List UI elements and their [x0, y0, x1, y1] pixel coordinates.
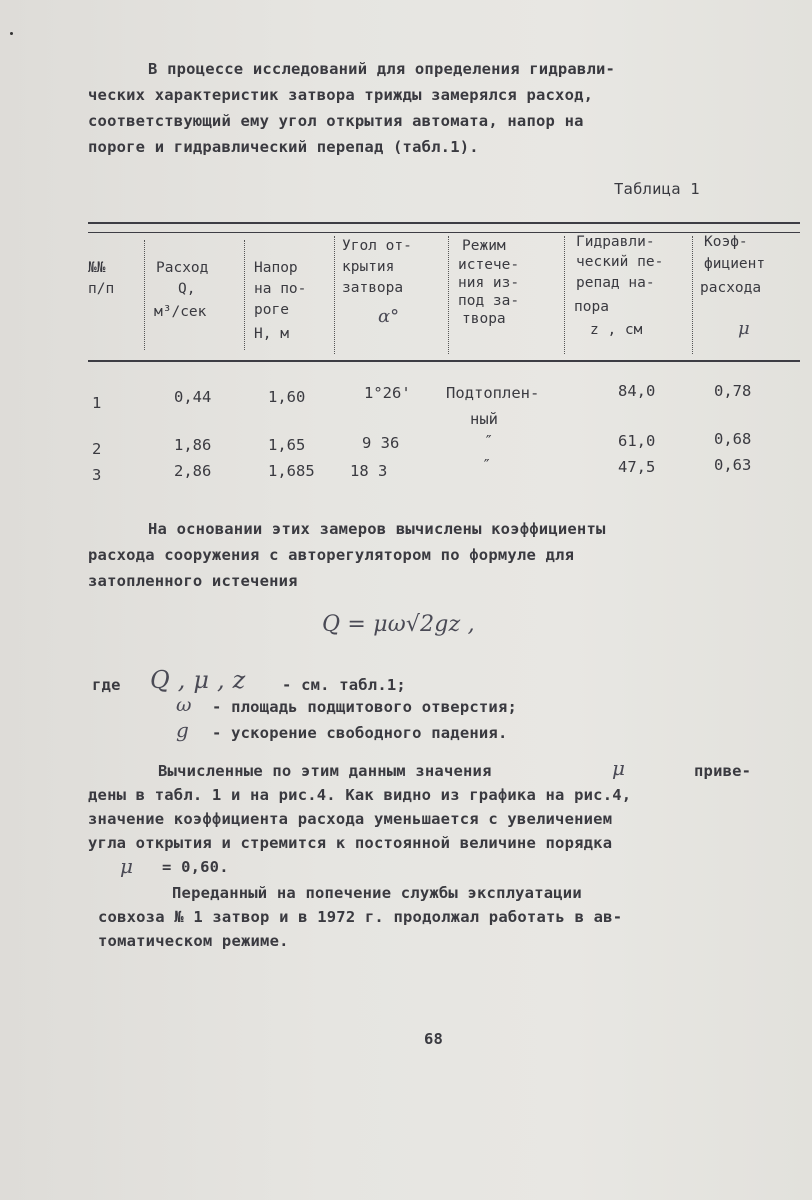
row3-angle: 18 3 [350, 462, 388, 480]
header-coef-3: расхода [700, 280, 762, 296]
header-angle-1: Угол от- [342, 238, 412, 254]
header-angle-2: крытия [342, 259, 395, 275]
table-caption: Таблица 1 [614, 180, 700, 198]
header-drop-5: z , см [590, 322, 643, 338]
para3-mu-2: μ [120, 854, 134, 878]
row3-flow: 2,86 [174, 462, 212, 480]
header-head-1: Напор [254, 260, 298, 276]
row1-flow: 0,44 [174, 388, 212, 406]
mu-symbol: μ [738, 318, 750, 339]
header-mode-5: твора [462, 311, 506, 327]
intro-line-4: пороге и гидравлический перепад (табл.1). [88, 138, 479, 156]
table-header-rule [88, 360, 800, 362]
header-mode-1: Режим [462, 238, 506, 254]
column-separator [334, 236, 335, 354]
row2-head: 1,65 [268, 436, 306, 454]
para3-line-1a: Вычисленные по этим данным значения [158, 762, 492, 780]
column-separator [144, 240, 145, 350]
header-flow-1: Расход [156, 260, 209, 276]
para4-line-2: совхоза № 1 затвор и в 1972 г. продолжал работать в ав- [98, 908, 623, 926]
where-symbol-3: g [176, 718, 190, 742]
print-speck [10, 32, 13, 35]
page-number: 68 [424, 1030, 444, 1048]
para3-line-5: = 0,60. [162, 858, 229, 876]
header-drop-1: Гидравли- [576, 234, 655, 250]
where-symbols-1: Q , μ , z [150, 666, 246, 694]
header-drop-2: ческий пе- [576, 254, 664, 270]
table-top-rule [88, 222, 800, 224]
header-head-3: роге [254, 302, 289, 318]
header-head-4: H, м [254, 326, 289, 342]
para3-line-2: дены в табл. 1 и на рис.4. Как видно из графика на рис.4, [88, 786, 632, 804]
row2-number: 2 [92, 440, 102, 458]
header-head-2: на по- [254, 281, 307, 297]
header-mode-3: ния из- [458, 275, 520, 291]
header-flow-2: Q, [178, 281, 196, 297]
row3-number: 3 [92, 466, 102, 484]
row2-flow: 1,86 [174, 436, 212, 454]
header-drop-4: пора [574, 299, 609, 315]
row2-coef: 0,68 [714, 430, 752, 448]
column-separator [244, 240, 245, 350]
para2-line-3: затопленного истечения [88, 572, 298, 590]
row1-mode-cont: ный [470, 410, 498, 428]
para4-line-1: Переданный на попечение службы эксплуатации [172, 884, 582, 902]
row3-mode: ″ [482, 456, 492, 474]
header-mode-2: истече- [458, 257, 520, 273]
intro-line-2: ческих характеристик затвора трижды замерялся расход, [88, 86, 594, 104]
row1-drop: 84,0 [618, 382, 656, 400]
where-text-2: - площадь подщитового отверстия; [212, 698, 518, 716]
row1-mode: Подтоплен- [446, 384, 540, 402]
column-separator [564, 236, 565, 354]
header-number-1: №№ [88, 260, 106, 276]
row1-coef: 0,78 [714, 382, 752, 400]
column-separator [692, 236, 693, 354]
row1-head: 1,60 [268, 388, 306, 406]
row3-drop: 47,5 [618, 458, 656, 476]
para2-line-2: расхода сооружения с авторегулятором по формуле для [88, 546, 575, 564]
header-flow-3: м³/сек [154, 304, 207, 320]
where-text-1: - см. табл.1; [282, 676, 406, 694]
para3-line-1b: приве- [694, 762, 752, 780]
row2-drop: 61,0 [618, 432, 656, 450]
para3-line-3: значение коэффициента расхода уменьшается с увеличением [88, 810, 613, 828]
table-top-rule-inner [88, 232, 800, 233]
formula: Q = μω√2gz , [322, 612, 475, 637]
row3-coef: 0,63 [714, 456, 752, 474]
alpha-symbol: α° [378, 306, 400, 327]
header-mode-4: под за- [458, 293, 520, 309]
para3-line-4: угла открытия и стремится к постоянной величине порядка [88, 834, 613, 852]
para3-mu-1: μ [612, 756, 626, 780]
header-number-2: п/п [88, 281, 115, 297]
header-coef-2: фициент [704, 256, 766, 272]
row3-head: 1,685 [268, 462, 315, 480]
row1-number: 1 [92, 394, 102, 412]
header-coef-1: Коэф- [704, 234, 748, 250]
row1-angle: 1°26' [364, 384, 411, 402]
row2-mode: ″ [484, 432, 494, 450]
header-drop-3: репад на- [576, 275, 655, 291]
intro-line-1: В процессе исследований для определения гидравли- [148, 60, 616, 78]
where-word: где [92, 676, 121, 694]
para4-line-3: томатическом режиме. [98, 932, 289, 950]
header-angle-3: затвора [342, 280, 404, 296]
where-text-3: - ускорение свободного падения. [212, 724, 508, 742]
where-symbol-2: ω [176, 694, 192, 716]
column-separator [448, 236, 449, 354]
para2-line-1: На основании этих замеров вычислены коэффициенты [148, 520, 606, 538]
intro-line-3: соответствующий ему угол открытия автомата, напор на [88, 112, 584, 130]
row2-angle: 9 36 [362, 434, 400, 452]
